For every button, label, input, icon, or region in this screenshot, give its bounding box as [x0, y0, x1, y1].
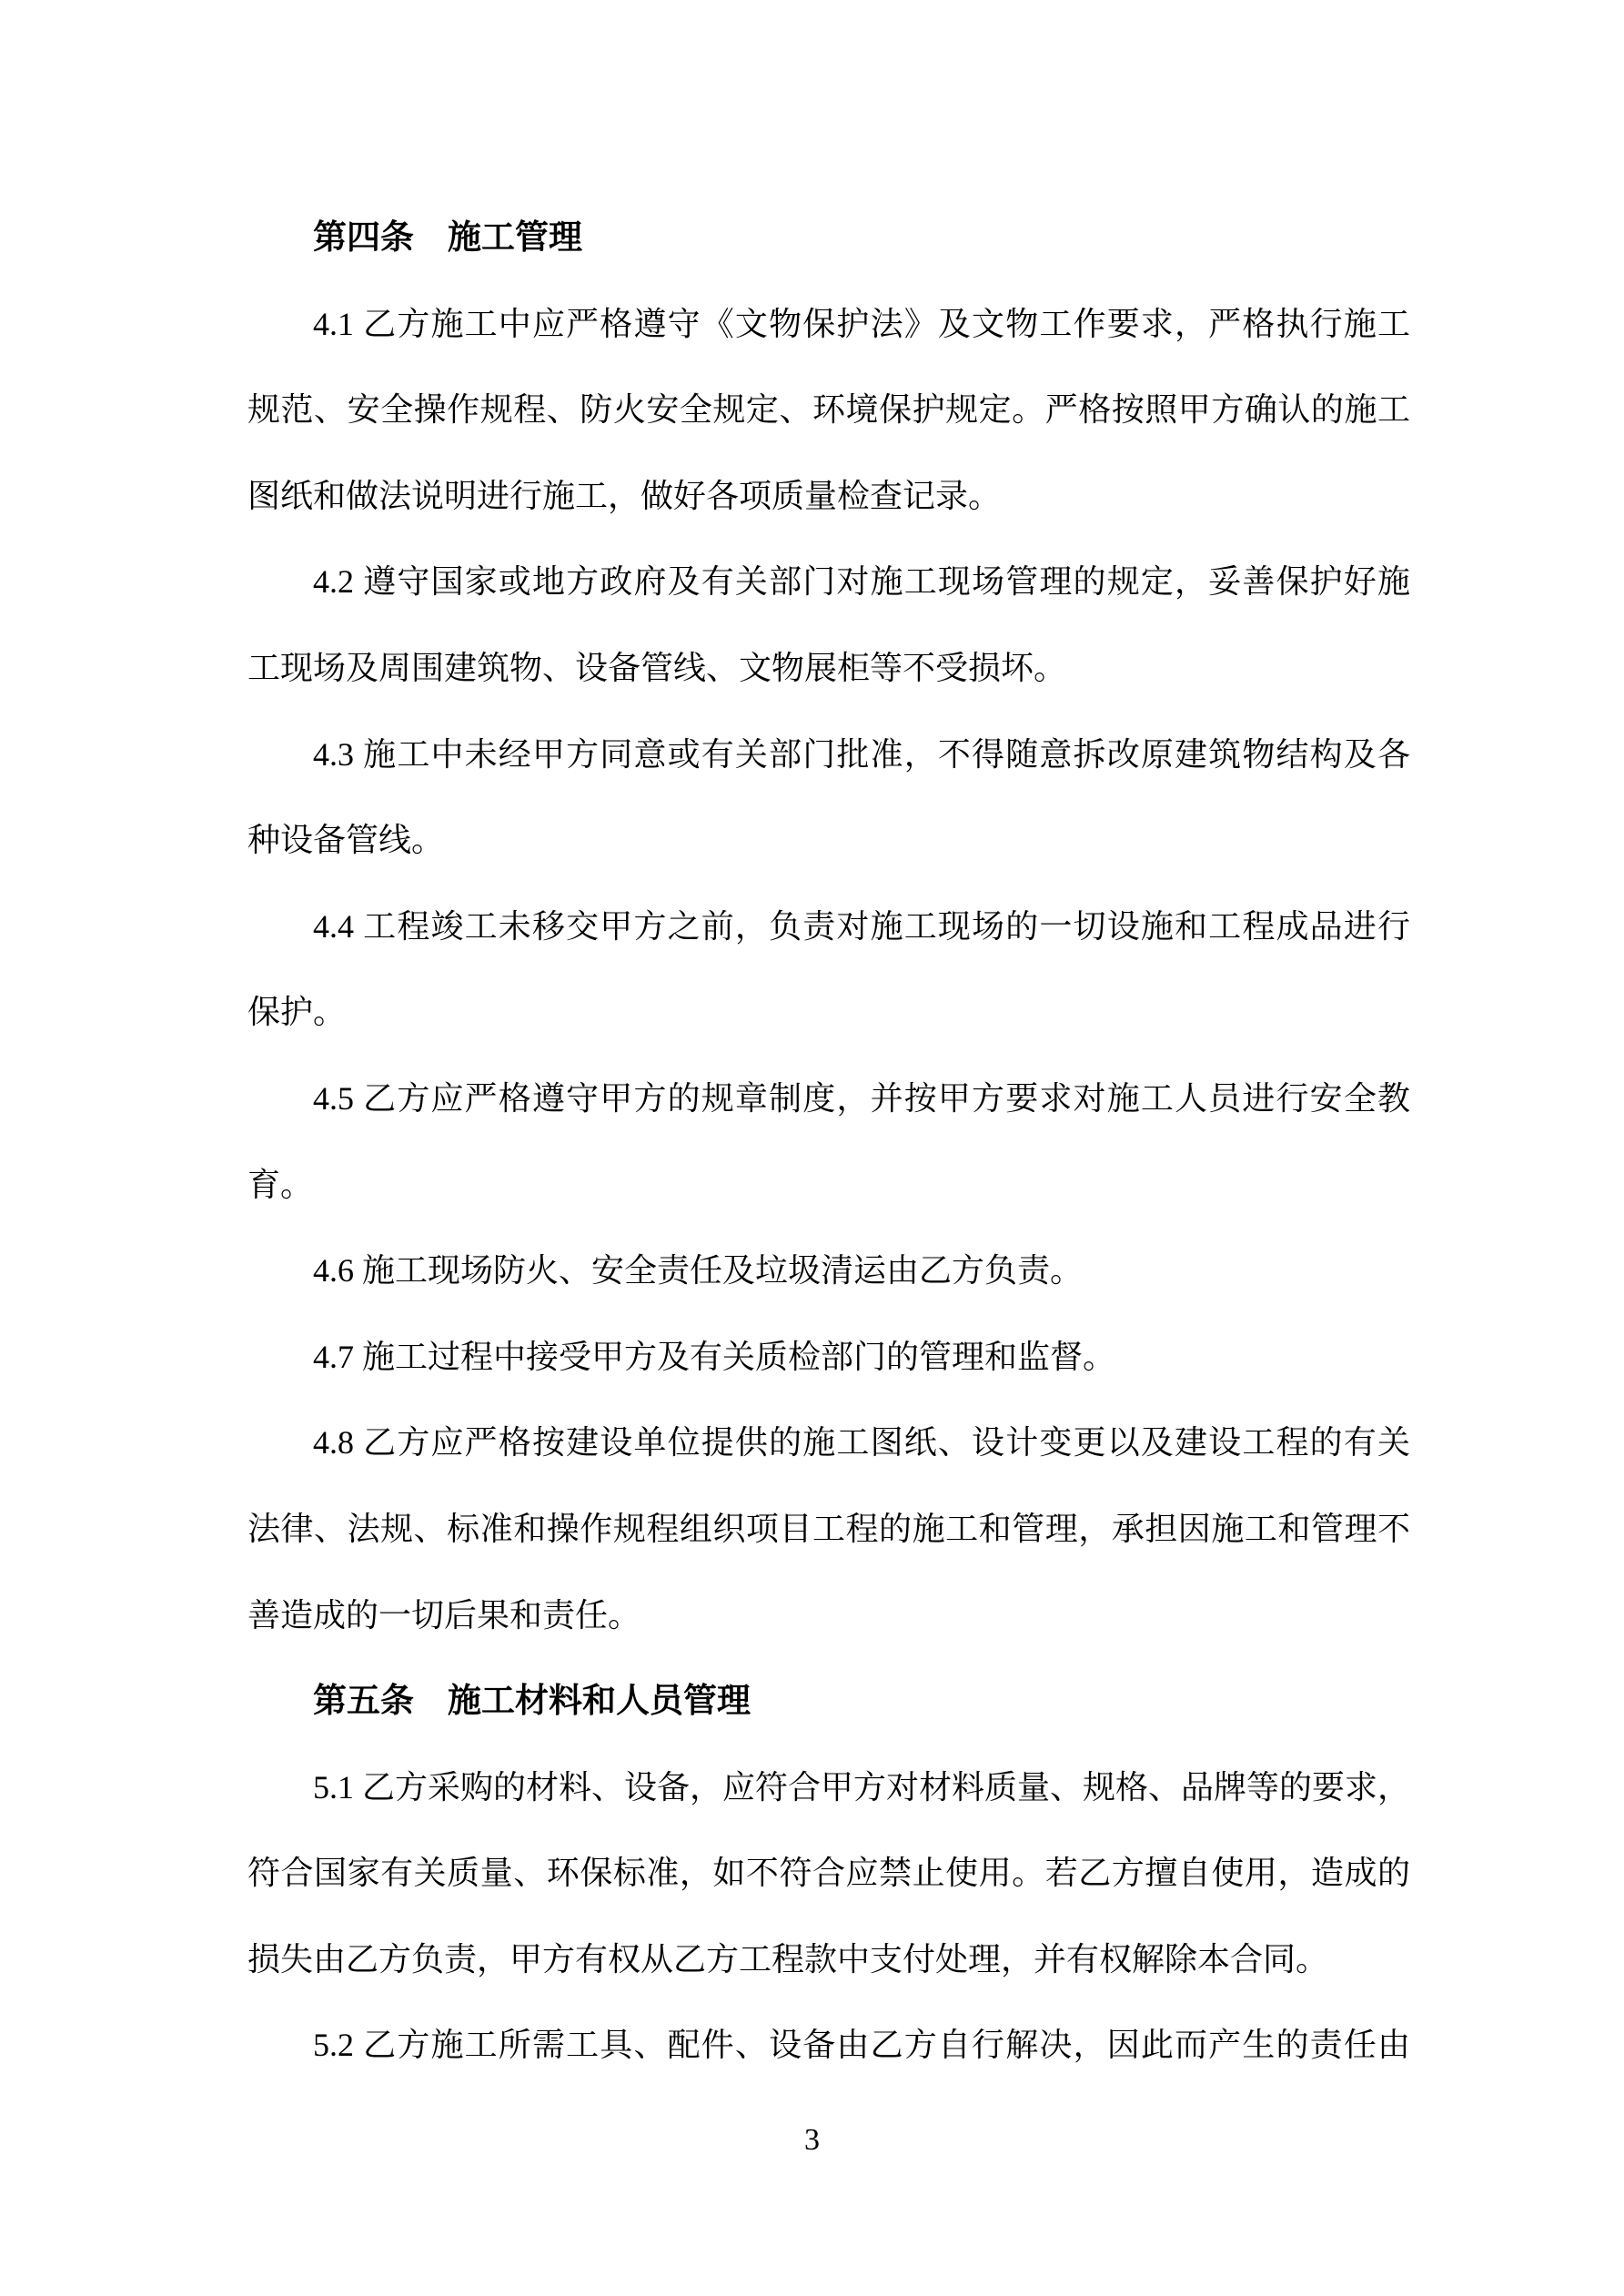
- clause-5-2-line-1: 5.2 乙方施工所需工具、配件、设备由乙方自行解决，因此而产生的责任由: [313, 2027, 1410, 2064]
- clause-4-1-line-1: 4.1 乙方施工中应严格遵守《文物保护法》及文物工作要求，严格执行施工: [313, 305, 1410, 342]
- clause-4-2-line-1: 4.2 遵守国家或地方政府及有关部门对施工现场管理的规定，妥善保护好施: [313, 563, 1410, 601]
- clause-4-3-line-1: 4.3 施工中未经甲方同意或有关部门批准，不得随意拆改原建筑物结构及各: [313, 735, 1410, 773]
- clause-4-8-line-3: 善造成的一切后果和责任。: [247, 1596, 641, 1633]
- clause-4-3-line-2: 种设备管线。: [247, 822, 445, 859]
- clause-5-1-line-3: 损失由乙方负责，甲方有权从乙方工程款中支付处理，并有权解除本合同。: [247, 1940, 1329, 1977]
- article-4-heading: 第四条 施工管理: [313, 218, 582, 256]
- clause-4-1-line-3: 图纸和做法说明进行施工，做好各项质量检查记录。: [247, 477, 1002, 514]
- clause-5-1-line-2: 符合国家有关质量、环保标准，如不符合应禁止使用。若乙方擅自使用，造成的: [247, 1855, 1410, 1892]
- clause-4-8-line-2: 法律、法规、标准和操作规程组织项目工程的施工和管理，承担因施工和管理不: [247, 1510, 1410, 1547]
- article-5-heading: 第五条 施工材料和人员管理: [313, 1682, 751, 1720]
- contract-text: [247, 195, 1410, 2089]
- clause-4-4-line-2: 保护。: [247, 994, 347, 1031]
- clause-4-2-line-2: 工现场及周围建筑物、设备管线、文物展柜等不受损坏。: [247, 649, 1067, 686]
- clause-4-7: 4.7 施工过程中接受甲方及有关质检部门的管理和监督。: [313, 1338, 1116, 1375]
- clause-4-5-line-2: 育。: [247, 1166, 314, 1203]
- page-number: 3: [804, 2123, 820, 2157]
- clause-4-8-line-1: 4.8 乙方应严格按建设单位提供的施工图纸、设计变更以及建设工程的有关: [313, 1424, 1410, 1462]
- clause-4-4-line-1: 4.4 工程竣工未移交甲方之前，负责对施工现场的一切设施和工程成品进行: [313, 907, 1410, 945]
- clause-4-6: 4.6 施工现场防火、安全责任及垃圾清运由乙方负责。: [313, 1252, 1084, 1290]
- clause-4-1-line-2: 规范、安全操作规程、防火安全规定、环境保护规定。严格按照甲方确认的施工: [247, 391, 1410, 429]
- clause-4-5-line-1: 4.5 乙方应严格遵守甲方的规章制度，并按甲方要求对施工人员进行安全教: [313, 1079, 1410, 1117]
- clause-5-1-line-1: 5.1 乙方采购的材料、设备，应符合甲方对材料质量、规格、品牌等的要求，: [313, 1768, 1411, 1805]
